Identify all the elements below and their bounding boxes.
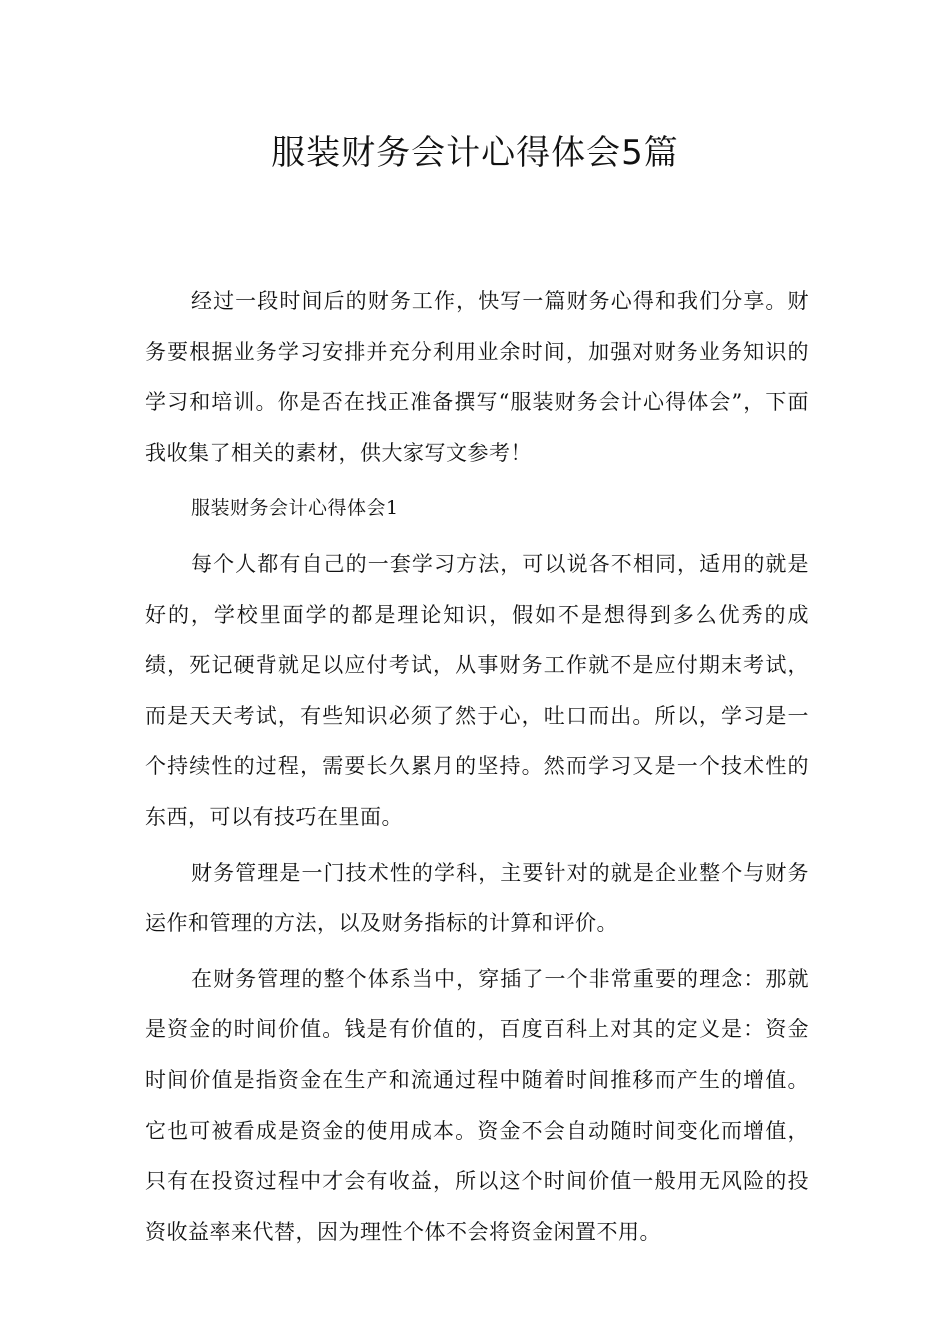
section-heading-1: 服装财务会计心得体会1 [191, 497, 399, 520]
body-paragraph-3: 在财务管理的整个体系当中，穿插了一个非常重要的理念：那就是资金的时间价值。钱是有价值的，百度百科上对其的定义是：资金时间价值是指资金在生产和流通过程中随着时间推移而产生的增值。它也可被看成是资金的使用成本。资金不会自动随时间变化而增值，只有在投资过程中才会有收益，所以这个时间价值一般用无风险的投资收益率来代替，因为理性个体不会将资金闲置不用。 [145, 966, 809, 1244]
body-paragraph-2: 财务管理是一门技术性的学科，主要针对的就是企业整个与财务运作和管理的方法，以及财务指标的计算和评价。 [145, 860, 809, 936]
document-body [145, 276, 809, 1262]
intro-paragraph: 经过一段时间后的财务工作，快写一篇财务心得和我们分享。财务要根据业务学习安排并充分利用业余时间，加强对财务业务知识的学习和培训。你是否在找正准备撰写“服装财务会计心得体会”，下面我收集了相关的素材，供大家写文参考！ [145, 289, 809, 465]
body-paragraph-1: 每个人都有自己的一套学习方法，可以说各不相同，适用的就是好的，学校里面学的都是理论知识，假如不是想得到多么优秀的成绩，死记硬背就足以应付考试，从事财务工作就不是应付期末考试，而是天天考试，有些知识必须了然于心，吐口而出。所以，学习是一个持续性的过程，需要长久累月的坚持。然而学习又是一个技术性的东西，可以有技巧在里面。 [145, 551, 809, 829]
document-title: 服装财务会计心得体会5篇 [271, 133, 679, 173]
